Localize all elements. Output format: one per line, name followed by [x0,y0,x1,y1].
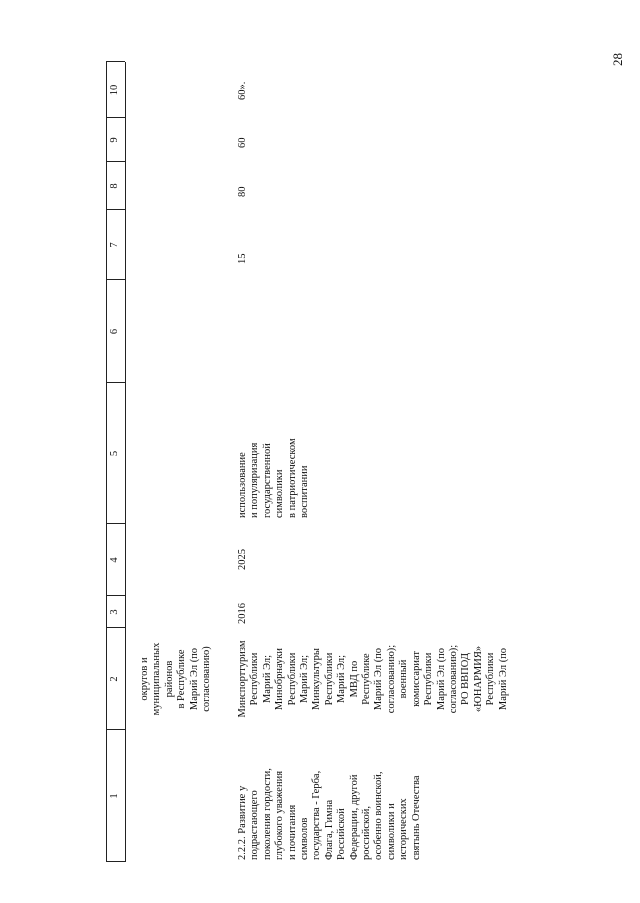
col8-value: 80 [237,186,248,197]
table [106,62,640,862]
col-header-3: 3 [109,609,120,615]
col-header-1: 1 [109,793,120,799]
col7-value: 15 [237,253,248,264]
continued-executors-cell: округов и муниципальных районов в Республике Марий Эл (по согласованию) [139,642,213,716]
executors-cell: Минспорттуризм Республики Марий Эл; Минобрнауки Республики Марий Эл; Минкультуры Республики Марий Эл; МВД по Республике Марий Эл (по согласованию); военный комиссариат Республики Марий Эл (по согласованию); РО ВВПОД «ЮНАРМИЯ» Республики Марий Эл (по [237,640,509,718]
col10-value: 60». [237,81,248,100]
activity-cell: 2.2.2. Развитие у подрастающего поколения гордости, глубокого уважения и почитания символов государства - Герба, Флага, Гимна Российской Федерации, другой российской, особенно воинской, символики и исторических святынь Отечества [237,768,422,860]
table-header-rule [125,62,126,862]
col-header-4: 4 [109,557,120,563]
page-number: 28 [610,53,625,66]
col-header-8: 8 [109,183,120,189]
col-header-9: 9 [109,137,120,143]
col-header-10: 10 [109,84,120,96]
col-header-7: 7 [109,242,120,248]
start-year-cell: 2016 [237,603,248,624]
end-year-cell: 2025 [237,549,248,570]
col9-value: 60 [237,137,248,148]
col-header-2: 2 [109,676,120,682]
result-cell: использование и популяризация государственной символики в патриотическом воспитании [237,438,311,518]
col-header-5: 5 [109,450,120,457]
table-top-rule [106,62,107,862]
col-header-6: 6 [109,328,120,335]
